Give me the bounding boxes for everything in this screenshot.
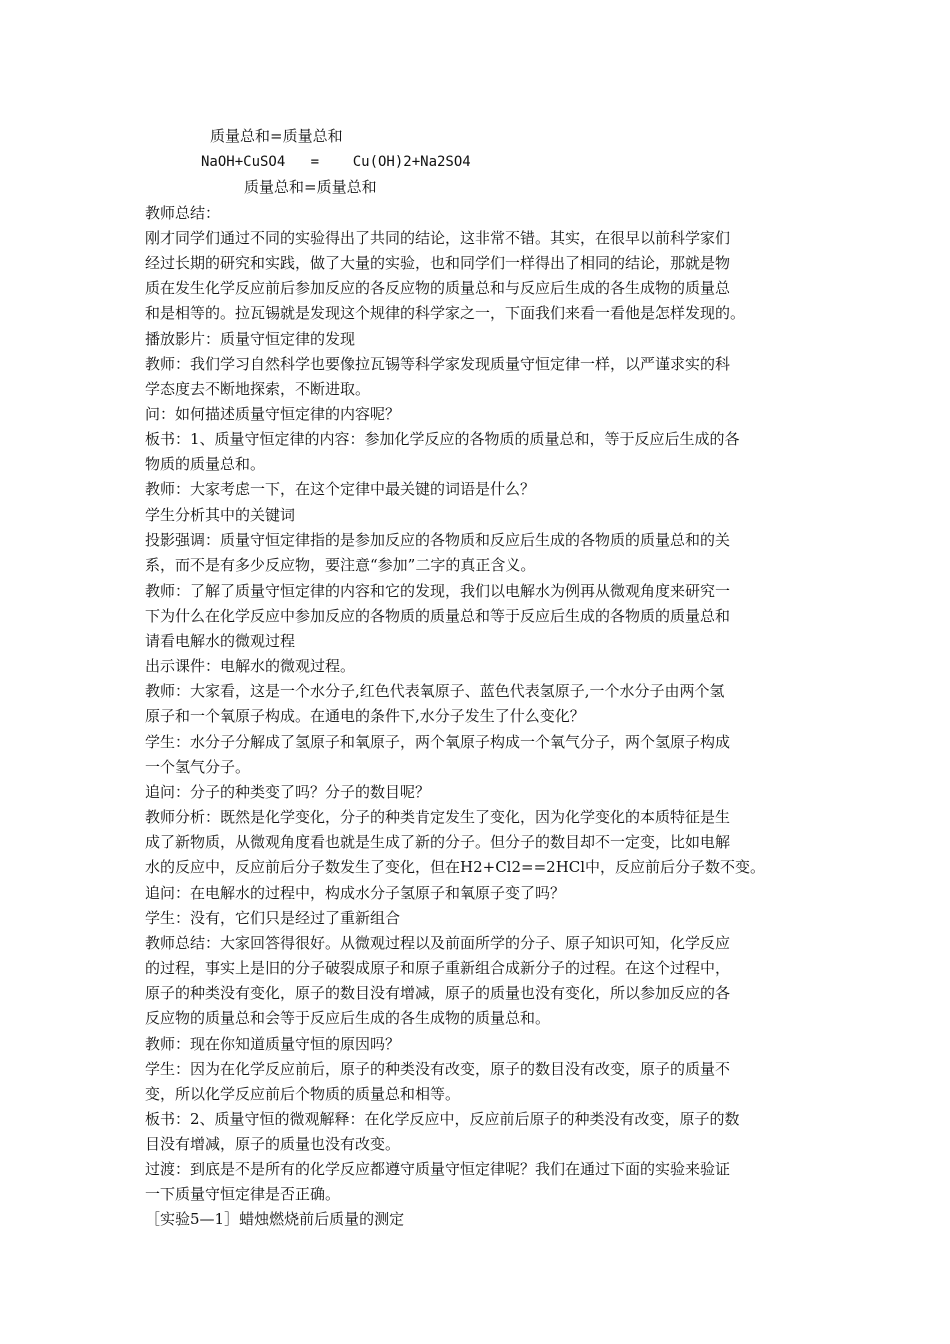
text-line: 教师：了解了质量守恒定律的内容和它的发现，我们以电解水为例再从微观角度来研究一 [145,582,731,600]
text-line: 一个氢气分子。 [145,758,251,776]
text-line: 学生分析其中的关键词 [145,506,296,524]
text-line: 目没有增减，原子的质量也没有改变。 [145,1135,401,1153]
text-line: 学生：没有，它们只是经过了重新组合 [145,909,401,927]
text-line: 教师总结： [145,204,221,222]
text-line: 教师：大家考虑一下，在这个定律中最关键的词语是什么？ [145,480,536,498]
text-line: 和是相等的。拉瓦锡就是发现这个规律的科学家之一，下面我们来看一看他是怎样发现的。 [145,304,746,322]
text-line: 教师：我们学习自然科学也要像拉瓦锡等科学家发现质量守恒定律一样，以严谨求实的科 [145,355,731,373]
text-line: ［实验5—1］蜡烛燃烧前后质量的测定 [145,1210,405,1228]
text-line: 教师总结：大家回答得很好。从微观过程以及前面所学的分子、原子知识可知，化学反应 [145,934,731,952]
text-line: 原子的种类没有变化，原子的数目没有增减，原子的质量也没有变化，所以参加反应的各 [145,984,731,1002]
text-line: 板书：2、质量守恒的微观解释：在化学反应中，反应前后原子的种类没有改变，原子的数 [145,1110,740,1128]
intro-line-2: 质量总和=质量总和 [244,178,377,196]
text-line: 变，所以化学反应前后个物质的质量总和相等。 [145,1085,461,1103]
text-line: 一下质量守恒定律是否正确。 [145,1185,341,1203]
text-line: 投影强调：质量守恒定律指的是参加反应的各物质和反应后生成的各物质的质量总和的关 [145,531,731,549]
text-line: 经过长期的研究和实践，做了大量的实验，也和同学们一样得出了相同的结论，那就是物 [145,254,731,272]
text-line: 教师：大家看，这是一个水分子,红色代表氧原子、蓝色代表氢原子,一个水分子由两个氢 [145,682,725,700]
text-line: 反应物的质量总和会等于反应后生成的各生成物的质量总和。 [145,1009,551,1027]
text-line: 系，而不是有多少反应物，要注意“参加”二字的真正含义。 [145,556,536,574]
text-line: 刚才同学们通过不同的实验得出了共同的结论，这非常不错。其实，在很早以前科学家们 [145,229,731,247]
text-line: 问：如何描述质量守恒定律的内容呢？ [145,405,401,423]
text-line: 过渡：到底是不是所有的化学反应都遵守质量守恒定律呢？我们在通过下面的实验来验证 [145,1160,731,1178]
text-line: 原子和一个氧原子构成。在通电的条件下,水分子发生了什么变化？ [145,707,585,725]
text-line: 追问：分子的种类变了吗？分子的数目呢？ [145,783,431,801]
text-line: 学态度去不断地探索，不断进取。 [145,380,371,398]
text-line: 请看电解水的微观过程 [145,632,296,650]
text-line: 板书：1、质量守恒定律的内容：参加化学反应的各物质的质量总和，等于反应后生成的各 [145,430,740,448]
text-line: 学生：水分子分解成了氢原子和氧原子，两个氧原子构成一个氧气分子，两个氢原子构成 [145,733,731,751]
text-line: 的过程，事实上是旧的分子破裂成原子和原子重新组合成新分子的过程。在这个过程中， [145,959,731,977]
text-line: 教师：现在你知道质量守恒的原因吗？ [145,1035,401,1053]
text-line: 播放影片：质量守恒定律的发现 [145,330,356,348]
chemical-equation: NaOH+CuSO4 = Cu(OH)2+Na2SO4 [201,154,471,170]
text-line: 追问：在电解水的过程中，构成水分子氢原子和氧原子变了吗？ [145,884,566,902]
text-line: 物质的质量总和。 [145,455,266,473]
text-line: 下为什么在化学反应中参加反应的各物质的质量总和等于反应后生成的各物质的质量总和 [145,607,731,625]
text-line: 出示课件：电解水的微观过程。 [145,657,356,675]
text-line: 质在发生化学反应前后参加反应的各反应物的质量总和与反应后生成的各生成物的质量总 [145,279,731,297]
text-line: 学生：因为在化学反应前后，原子的种类没有改变，原子的数目没有改变，原子的质量不 [145,1060,731,1078]
text-line: 成了新物质，从微观角度看也就是生成了新的分子。但分子的数目却不一定变，比如电解 [145,833,731,851]
text-line: 水的反应中，反应前后分子数发生了变化，但在H2+Cl2==2HCl中，反应前后分子数不变。 [145,858,766,876]
text-line: 教师分析：既然是化学变化，分子的种类肯定发生了变化，因为化学变化的本质特征是生 [145,808,731,826]
intro-line-1: 质量总和=质量总和 [210,127,343,145]
